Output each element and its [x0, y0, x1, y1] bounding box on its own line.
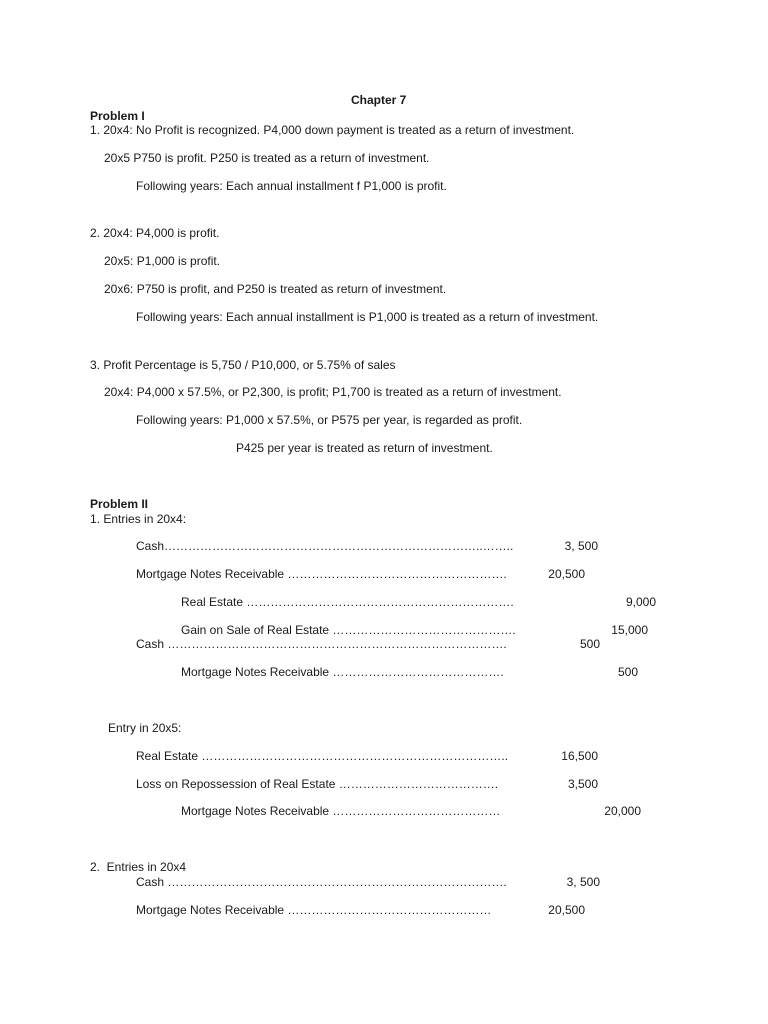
problem-1-item-1-line-1: 1. 20x4: No Profit is recognized. P4,000 down payment is treated as a return of investment.	[90, 123, 575, 137]
problem-1-item-3-line-2: 20x4: P4,000 x 57.5%, or P2,300, is profit; P1,700 is treated as a return of investment.	[104, 385, 562, 399]
chapter-title: Chapter 7	[351, 93, 407, 107]
journal-account-real-estate: Real Estate ………………………………………………………….	[181, 595, 514, 609]
journal-account-gain-on-sale: Gain on Sale of Real Estate ……………………………………….	[181, 623, 516, 637]
journal-account-cash: Cash ………………………………………………………………………….	[136, 875, 507, 889]
journal-amount-debit: 3, 500	[566, 875, 600, 889]
journal-amount-credit: 15,000	[611, 623, 648, 637]
journal-amount-debit: 3,500	[567, 777, 598, 791]
entries2-heading: 2. Entries in 20x4	[90, 860, 187, 874]
journal-amount-credit: 20,000	[604, 804, 641, 818]
journal-account-cash: Cash ………………………………………………………………………….	[136, 637, 507, 651]
journal-account-loss-on-repossession: Loss on Repossession of Real Estate ………………………………….	[136, 777, 499, 791]
entries-20x4-heading: 1. Entries in 20x4:	[90, 512, 187, 526]
journal-amount-debit: 20,500	[548, 903, 585, 917]
journal-account-mortgage-notes-receivable: Mortgage Notes Receivable ……………………………………………….	[136, 567, 507, 581]
problem-1-item-2-line-1: 2. 20x4: P4,000 is profit.	[90, 226, 220, 240]
problem-1-item-2-line-3: 20x6: P750 is profit, and P250 is treated as return of investment.	[104, 282, 447, 296]
problem-1-item-1-line-3: Following years: Each annual installment f P1,000 is profit.	[136, 179, 447, 193]
journal-amount-debit: 3, 500	[564, 539, 598, 553]
problem-1-item-2-line-2: 20x5: P1,000 is profit.	[104, 254, 221, 268]
journal-account-cash: Cash……………………………………………………………………..……..	[136, 539, 514, 553]
problem-1-item-3-line-3: Following years: P1,000 x 57.5%, or P575 per year, is regarded as profit.	[136, 413, 523, 427]
problem-2-heading: Problem II	[90, 497, 149, 511]
journal-amount-debit: 500	[579, 637, 600, 651]
entry-20x5-heading: Entry in 20x5:	[108, 721, 182, 735]
problem-1-item-3-line-1: 3. Profit Percentage is 5,750 / P10,000, or 5.75% of sales	[90, 358, 396, 372]
journal-amount-credit: 500	[617, 665, 638, 679]
problem-1-item-2-line-4: Following years: Each annual installment is P1,000 is treated as a return of investment.	[136, 310, 599, 324]
journal-account-mortgage-notes-receivable: Mortgage Notes Receivable ……………………………………	[181, 804, 501, 818]
journal-amount-debit: 20,500	[548, 567, 585, 581]
problem-1-item-1-line-2: 20x5 P750 is profit. P250 is treated as a return of investment.	[104, 151, 430, 165]
journal-amount-credit: 9,000	[625, 595, 656, 609]
journal-account-mortgage-notes-receivable: Mortgage Notes Receivable …………………………………….	[181, 665, 504, 679]
journal-account-mortgage-notes-receivable: Mortgage Notes Receivable ……………………………………………	[136, 903, 492, 917]
problem-1-heading: Problem I	[90, 109, 145, 123]
problem-1-item-3-line-4: P425 per year is treated as return of investment.	[236, 441, 493, 455]
journal-account-real-estate: Real Estate …………………………………………………………………..	[136, 749, 509, 763]
journal-amount-debit: 16,500	[561, 749, 598, 763]
